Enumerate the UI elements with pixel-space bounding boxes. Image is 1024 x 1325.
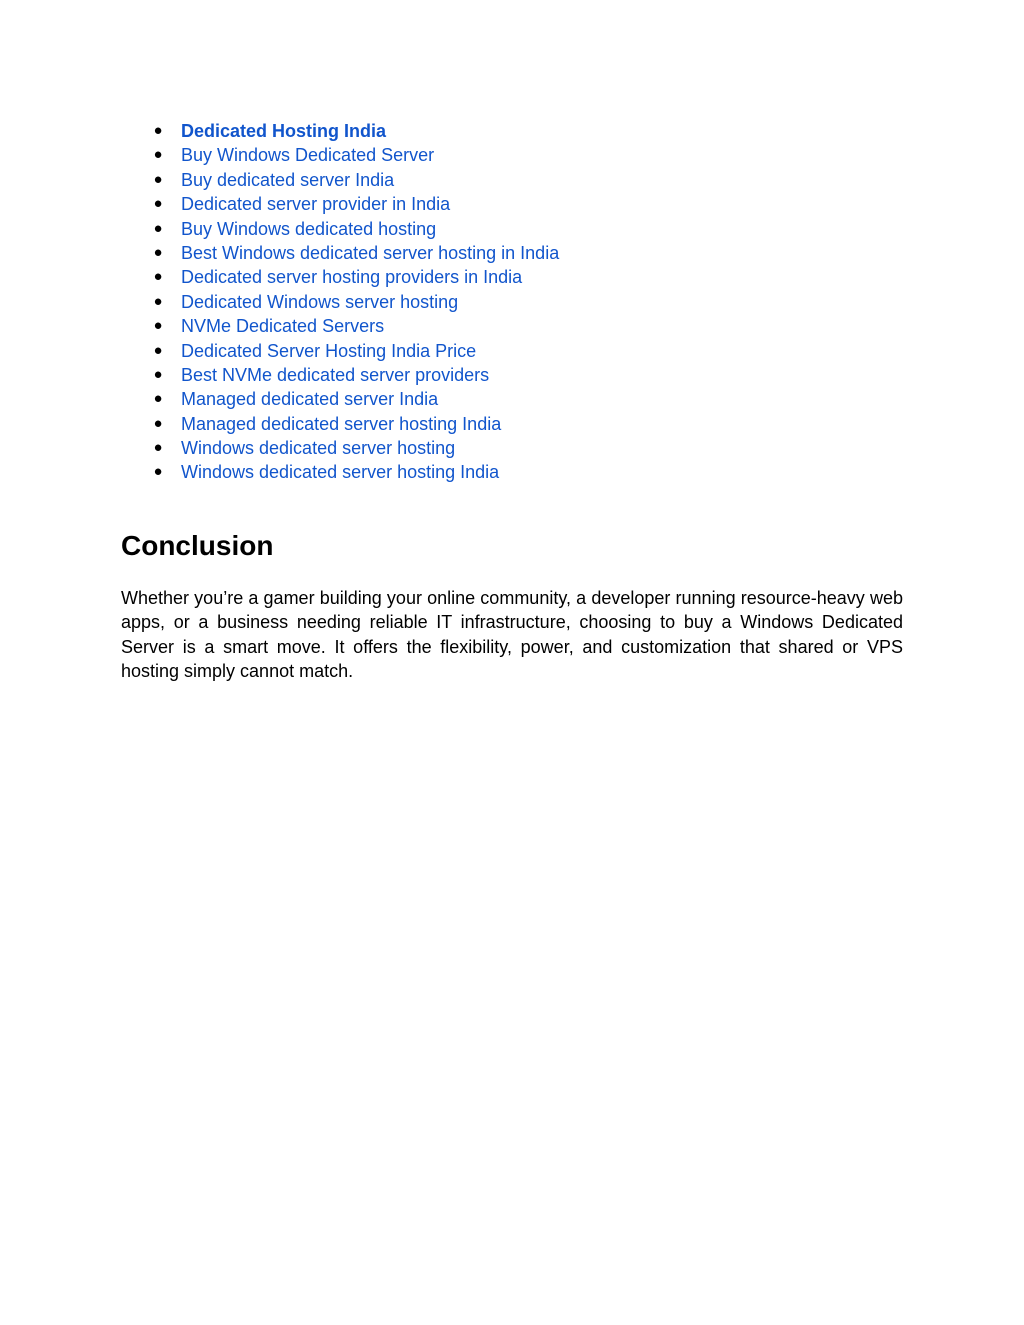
- bullet-icon: ●: [153, 365, 163, 383]
- link-windows-dedicated-server-hosting[interactable]: Windows dedicated server hosting: [181, 438, 456, 459]
- list-item: [121, 339, 903, 363]
- conclusion-paragraph: Whether you’re a gamer building your online community, a developer running resource-heavy web apps, or a business needing reliable IT infrastructure, choosing to buy a Windows Dedicated Server is a smart move. It offers the flexibility, power, and customization that shared or VPS hosting simply cannot match.: [121, 588, 903, 682]
- link-windows-dedicated-server-hosting-india[interactable]: Windows dedicated server hosting India: [181, 462, 500, 483]
- bullet-icon: ●: [153, 243, 163, 261]
- list-item: [121, 387, 903, 411]
- bullet-icon: ●: [153, 195, 163, 213]
- list-item: [121, 168, 903, 192]
- list-item: [121, 217, 903, 241]
- link-dedicated-windows-server-hosting[interactable]: Dedicated Windows server hosting: [181, 291, 459, 312]
- bullet-icon: ●: [153, 414, 163, 432]
- list-item: [121, 314, 903, 338]
- bullet-icon: ●: [153, 146, 163, 164]
- bullet-icon: ●: [153, 292, 163, 310]
- link-managed-dedicated-server-india[interactable]: Managed dedicated server India: [181, 389, 439, 410]
- bullet-icon: ●: [153, 219, 163, 237]
- link-dedicated-server-hosting-providers-in-india[interactable]: Dedicated server hosting providers in India: [181, 267, 523, 288]
- bullet-icon: ●: [153, 317, 163, 335]
- link-dedicated-server-hosting-india-price[interactable]: Dedicated Server Hosting India Price: [181, 340, 477, 361]
- list-item: [121, 241, 903, 265]
- link-buy-windows-dedicated-hosting[interactable]: Buy Windows dedicated hosting: [181, 218, 437, 239]
- list-item: [121, 265, 903, 289]
- list-item: [121, 436, 903, 460]
- link-dedicated-server-provider-in-india[interactable]: Dedicated server provider in India: [181, 194, 451, 215]
- bullet-icon: ●: [153, 390, 163, 408]
- list-item: [121, 119, 903, 143]
- conclusion-heading: Conclusion: [121, 530, 274, 561]
- bullet-icon: ●: [153, 122, 163, 139]
- bullet-icon: ●: [153, 170, 163, 188]
- list-item: [121, 192, 903, 216]
- list-item: [121, 412, 903, 436]
- hosting-link-list: [121, 119, 903, 485]
- bullet-icon: ●: [153, 439, 163, 457]
- link-managed-dedicated-server-hosting-india[interactable]: Managed dedicated server hosting India: [181, 413, 502, 434]
- link-best-windows-dedicated-server-hosting-in-india[interactable]: Best Windows dedicated server hosting in India: [181, 242, 560, 263]
- list-item: [121, 143, 903, 167]
- list-item: [121, 363, 903, 387]
- link-buy-dedicated-server-india[interactable]: Buy dedicated server India: [181, 169, 395, 190]
- link-dedicated-hosting-india[interactable]: Dedicated Hosting India: [181, 121, 387, 141]
- list-item: [121, 290, 903, 314]
- link-nvme-dedicated-servers[interactable]: NVMe Dedicated Servers: [181, 316, 385, 337]
- link-best-nvme-dedicated-server-providers[interactable]: Best NVMe dedicated server providers: [181, 364, 490, 385]
- bullet-icon: ●: [153, 341, 163, 359]
- bullet-icon: ●: [153, 463, 163, 481]
- bullet-icon: ●: [153, 268, 163, 286]
- list-item: [121, 460, 903, 484]
- link-buy-windows-dedicated-server[interactable]: Buy Windows Dedicated Server: [181, 145, 435, 166]
